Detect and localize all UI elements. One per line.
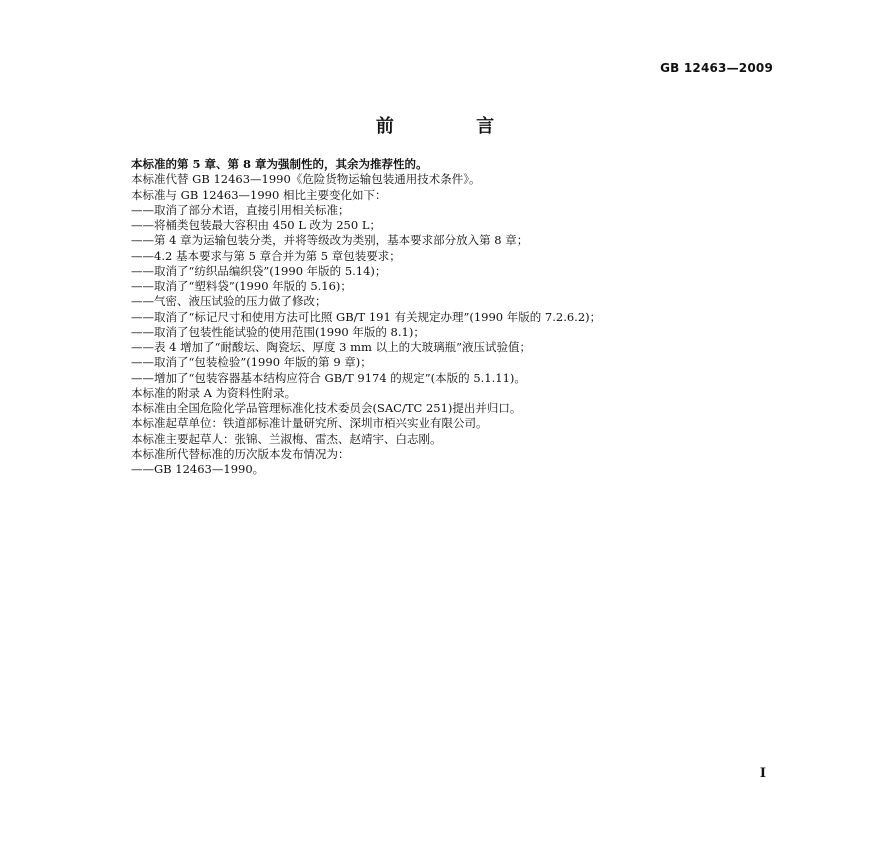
text-line: ——4.2 基本要求与第 5 章合并为第 5 章包装要求；	[131, 248, 401, 263]
text-line: ——取消了“塑料袋”(1990 年版的 5.16)；	[131, 279, 352, 293]
text-line: 本标准由全国危险化学品管理标准化技术委员会(SAC/TC 251)提出并归口。	[131, 401, 522, 415]
text-line: ——取消了包装性能试验的使用范围(1990 年版的 8.1)；	[131, 324, 425, 339]
page-title: 前 言	[375, 116, 533, 137]
text-line: 本标准的附录 A 为资料性附录。	[131, 385, 297, 400]
text-line: ——取消了部分术语，直接引用相关标准；	[131, 202, 350, 217]
standard-code: GB 12463—2009	[660, 61, 773, 75]
text-line: ——第 4 章为运输包装分类，并将等级改为类别，基本要求部分放入第 8 章；	[131, 233, 529, 248]
text-line: ——取消了“纺织品编织袋”(1990 年版的 5.14)；	[131, 263, 387, 278]
text-line: 本标准主要起草人：张锦、兰淑梅、雷杰、赵靖宇、白志刚。	[131, 431, 442, 446]
text-line: 本标准代替 GB 12463—1990《危险货物运输包装通用技术条件》。	[131, 172, 481, 187]
page-number: I	[759, 766, 766, 781]
text-line: 本标准起草单位：铁道部标准计量研究所、深圳市栢兴实业有限公司。	[131, 416, 488, 431]
text-line: ——表 4 增加了“耐酸坛、陶瓷坛、厚度 3 mm 以上的大玻璃瓶”液压试验值；	[131, 340, 531, 354]
text-line: ——取消了“标记尺寸和使用方法可比照 GB/T 191 有关规定办理”(1990 年版的 7.2.6.2)；	[131, 309, 602, 324]
text-line: ——取消了“包装检验”(1990 年版的第 9 章)；	[131, 355, 372, 370]
text-line: 本标准的第 5 章、第 8 章为强制性的，其余为推荐性的。	[131, 157, 428, 171]
text-line: ——GB 12463—1990。	[131, 462, 265, 476]
text-line: ——增加了“包装容器基本结构应符合 GB/T 9174 的规定”(本版的 5.1.11)。	[131, 370, 526, 385]
text-line: 本标准与 GB 12463—1990 相比主要变化如下：	[131, 187, 387, 202]
foreword-body	[131, 157, 771, 477]
text-line: ——将桶类包装最大容积由 450 L 改为 250 L；	[131, 218, 381, 232]
text-line: ——气密、液压试验的压力做了修改；	[131, 294, 327, 309]
text-line: 本标准所代替标准的历次版本发布情况为：	[131, 446, 350, 461]
